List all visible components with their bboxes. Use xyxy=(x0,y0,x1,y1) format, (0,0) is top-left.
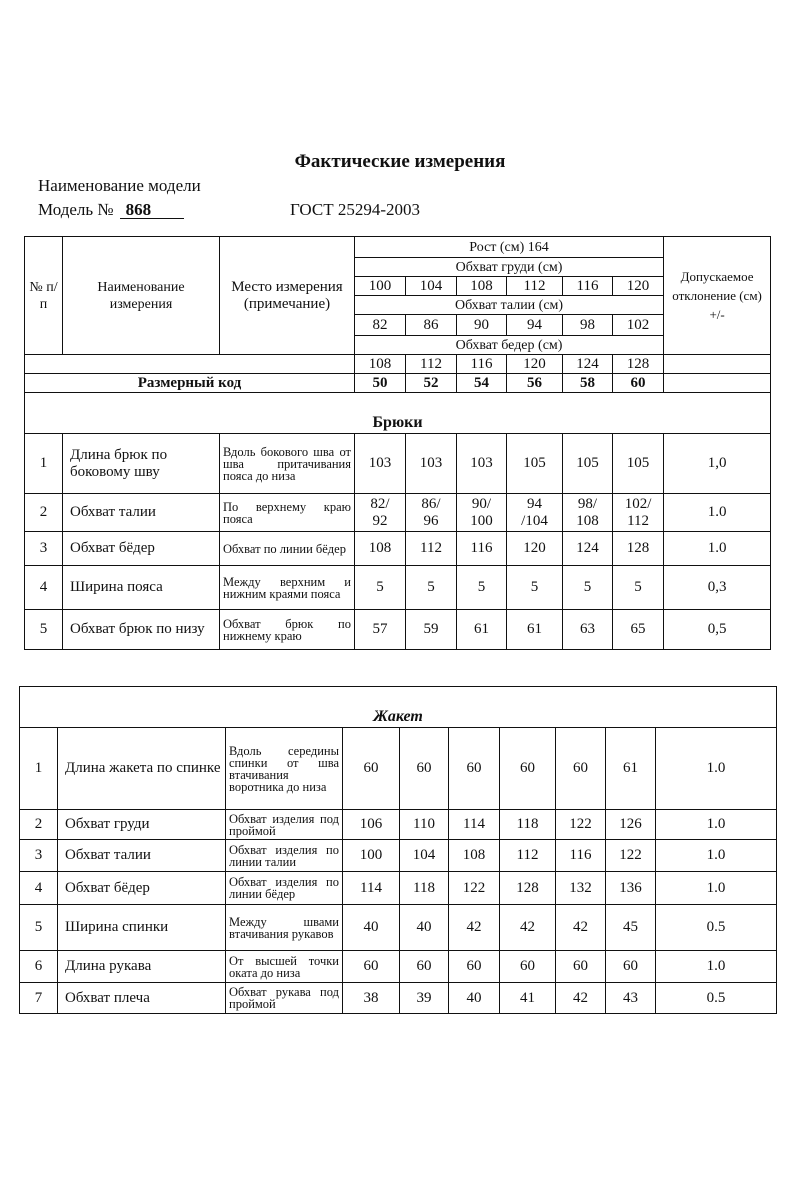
chest-header: Обхват груди (см) xyxy=(355,258,664,277)
place-col-header: Место измерения (примечание) xyxy=(220,237,355,355)
hips-value: 116 xyxy=(457,355,507,374)
measurement-place: Обхват брюк по нижнему краю xyxy=(220,610,355,650)
row-number: 5 xyxy=(25,610,63,650)
measurement-value: 60 xyxy=(400,728,449,810)
measurement-value: 103 xyxy=(355,434,406,494)
hips-value: 120 xyxy=(507,355,563,374)
measurement-value: 60 xyxy=(343,951,400,983)
measurement-value: 61 xyxy=(606,728,656,810)
chest-value: 100 xyxy=(355,277,406,296)
measurement-value: 63 xyxy=(563,610,613,650)
row-number: 6 xyxy=(20,951,58,983)
size-code: 54 xyxy=(457,374,507,393)
measurement-name: Обхват бёдер xyxy=(58,872,226,905)
tolerance-value: 0,5 xyxy=(664,610,771,650)
measurement-name: Ширина спинки xyxy=(58,905,226,951)
measurement-value: 108 xyxy=(355,532,406,566)
tolerance-col-header: Допускаемое отклонение (см) +/- xyxy=(664,237,771,355)
measurement-value: 118 xyxy=(400,872,449,905)
height-header: Рост (см) 164 xyxy=(355,237,664,258)
measurement-value: 60 xyxy=(400,951,449,983)
measurement-place: Обхват по линии бёдер xyxy=(220,532,355,566)
tolerance-value: 1.0 xyxy=(656,810,777,840)
measurement-place: Вдоль бокового шва от шва притачивания пояса до низа xyxy=(220,434,355,494)
measurement-value: 38 xyxy=(343,983,400,1014)
measurement-value: 114 xyxy=(449,810,500,840)
measurement-value: 42 xyxy=(556,983,606,1014)
num-col-header: № п/п xyxy=(25,237,63,355)
waist-value: 86 xyxy=(406,315,457,336)
measurement-place: Между швами втачивания рукавов xyxy=(226,905,343,951)
measurement-value: 94 /104 xyxy=(507,494,563,532)
row-number: 1 xyxy=(20,728,58,810)
tolerance-value: 1.0 xyxy=(656,840,777,872)
measurement-place: По верхнему краю пояса xyxy=(220,494,355,532)
table-row xyxy=(20,872,777,905)
measurement-place: Вдоль середины спинки от шва втачивания воротника до низа xyxy=(226,728,343,810)
measurement-value: 60 xyxy=(343,728,400,810)
measurement-value: 60 xyxy=(500,951,556,983)
measurement-value: 105 xyxy=(563,434,613,494)
tolerance-value: 0,3 xyxy=(664,566,771,610)
table-row xyxy=(20,810,777,840)
measurement-value: 128 xyxy=(500,872,556,905)
row-number: 3 xyxy=(20,840,58,872)
waist-value: 90 xyxy=(457,315,507,336)
measurement-value: 65 xyxy=(613,610,664,650)
measurement-value: 82/ 92 xyxy=(355,494,406,532)
row-number: 7 xyxy=(20,983,58,1014)
measurement-value: 126 xyxy=(606,810,656,840)
measurement-name: Обхват груди xyxy=(58,810,226,840)
measurement-name: Длина рукава xyxy=(58,951,226,983)
measurement-value: 60 xyxy=(500,728,556,810)
measurement-place: От высшей точки оката до низа xyxy=(226,951,343,983)
measurement-value: 5 xyxy=(457,566,507,610)
table-row xyxy=(25,566,771,610)
size-code: 58 xyxy=(563,374,613,393)
waist-value: 102 xyxy=(613,315,664,336)
table-row xyxy=(25,610,771,650)
model-name-label: Наименование модели xyxy=(38,176,201,195)
hips-value: 108 xyxy=(355,355,406,374)
measurement-value: 39 xyxy=(400,983,449,1014)
row-number: 2 xyxy=(20,810,58,840)
size-code: 52 xyxy=(406,374,457,393)
table-row xyxy=(25,532,771,566)
size-code: 56 xyxy=(507,374,563,393)
measurement-value: 100 xyxy=(343,840,400,872)
tolerance-value: 0.5 xyxy=(656,983,777,1014)
measurement-value: 108 xyxy=(449,840,500,872)
measurement-value: 122 xyxy=(606,840,656,872)
page-title: Фактические измерения xyxy=(294,151,506,172)
size-code: 50 xyxy=(355,374,406,393)
measurement-value: 86/ 96 xyxy=(406,494,457,532)
measurement-value: 61 xyxy=(457,610,507,650)
measurement-value: 122 xyxy=(556,810,606,840)
measurement-value: 136 xyxy=(606,872,656,905)
measurement-value: 114 xyxy=(343,872,400,905)
measurement-name: Обхват бёдер xyxy=(63,532,220,566)
tolerance-value: 1.0 xyxy=(664,494,771,532)
measurement-name: Обхват талии xyxy=(58,840,226,872)
measurement-place: Обхват рукава под проймой xyxy=(226,983,343,1014)
table-row xyxy=(25,434,771,494)
measurement-value: 105 xyxy=(613,434,664,494)
measurement-value: 42 xyxy=(449,905,500,951)
measurement-value: 42 xyxy=(500,905,556,951)
measurement-name: Обхват брюк по низу xyxy=(63,610,220,650)
name-col-header: Наименование измерения xyxy=(63,237,220,355)
measurement-value: 41 xyxy=(500,983,556,1014)
measurement-value: 43 xyxy=(606,983,656,1014)
measurement-place: Обхват изделия по линии бёдер xyxy=(226,872,343,905)
measurement-name: Ширина пояса xyxy=(63,566,220,610)
model-number: 868 xyxy=(120,201,184,219)
measurement-value: 5 xyxy=(507,566,563,610)
measurement-value: 42 xyxy=(556,905,606,951)
measurement-value: 5 xyxy=(406,566,457,610)
tolerance-value: 1.0 xyxy=(656,951,777,983)
table-row xyxy=(20,951,777,983)
waist-header: Обхват талии (см) xyxy=(355,296,664,315)
measurement-value: 106 xyxy=(343,810,400,840)
tolerance-value: 1,0 xyxy=(664,434,771,494)
measurement-value: 128 xyxy=(613,532,664,566)
table-row xyxy=(20,905,777,951)
measurement-value: 45 xyxy=(606,905,656,951)
table-row xyxy=(20,840,777,872)
measurement-value: 102/ 112 xyxy=(613,494,664,532)
measurement-value: 60 xyxy=(449,951,500,983)
measurement-place: Обхват изделия по линии талии xyxy=(226,840,343,872)
measurement-value: 112 xyxy=(406,532,457,566)
gost-standard: ГОСТ 25294-2003 xyxy=(290,200,421,219)
trousers-section-title: Брюки xyxy=(25,393,771,434)
chest-value: 112 xyxy=(507,277,563,296)
measurement-value: 98/ 108 xyxy=(563,494,613,532)
trousers-table xyxy=(24,236,771,650)
size-code: 60 xyxy=(613,374,664,393)
row-number: 2 xyxy=(25,494,63,532)
measurement-value: 118 xyxy=(500,810,556,840)
size-code-label: Размерный код xyxy=(25,374,355,393)
measurement-name: Обхват плеча xyxy=(58,983,226,1014)
measurement-value: 5 xyxy=(355,566,406,610)
measurement-name: Обхват талии xyxy=(63,494,220,532)
measurement-value: 5 xyxy=(613,566,664,610)
table-row xyxy=(25,494,771,532)
model-label: Модель № xyxy=(38,200,114,219)
measurement-value: 116 xyxy=(556,840,606,872)
waist-value: 82 xyxy=(355,315,406,336)
chest-value: 120 xyxy=(613,277,664,296)
hips-value: 128 xyxy=(613,355,664,374)
waist-value: 94 xyxy=(507,315,563,336)
row-number: 3 xyxy=(25,532,63,566)
hips-value: 124 xyxy=(563,355,613,374)
measurement-value: 57 xyxy=(355,610,406,650)
measurement-value: 90/ 100 xyxy=(457,494,507,532)
measurement-value: 112 xyxy=(500,840,556,872)
measurement-value: 59 xyxy=(406,610,457,650)
row-number: 5 xyxy=(20,905,58,951)
row-number: 4 xyxy=(25,566,63,610)
measurement-name: Длина жакета по спинке xyxy=(58,728,226,810)
waist-value: 98 xyxy=(563,315,613,336)
jacket-section-title: Жакет xyxy=(20,687,777,728)
table-row xyxy=(20,983,777,1014)
tolerance-value: 1.0 xyxy=(664,532,771,566)
chest-value: 104 xyxy=(406,277,457,296)
tolerance-value: 1.0 xyxy=(656,728,777,810)
chest-value: 116 xyxy=(563,277,613,296)
measurement-value: 103 xyxy=(406,434,457,494)
measurement-value: 110 xyxy=(400,810,449,840)
measurement-value: 104 xyxy=(400,840,449,872)
measurement-value: 116 xyxy=(457,532,507,566)
row-number: 1 xyxy=(25,434,63,494)
measurement-value: 60 xyxy=(606,951,656,983)
tolerance-value: 1.0 xyxy=(656,872,777,905)
chest-value: 108 xyxy=(457,277,507,296)
measurement-value: 122 xyxy=(449,872,500,905)
jacket-table xyxy=(19,686,777,1014)
hips-value: 112 xyxy=(406,355,457,374)
measurement-value: 40 xyxy=(343,905,400,951)
measurement-value: 61 xyxy=(507,610,563,650)
measurement-value: 60 xyxy=(449,728,500,810)
measurement-value: 132 xyxy=(556,872,606,905)
tolerance-value: 0.5 xyxy=(656,905,777,951)
row-number: 4 xyxy=(20,872,58,905)
measurement-value: 60 xyxy=(556,951,606,983)
measurement-value: 103 xyxy=(457,434,507,494)
measurement-value: 40 xyxy=(449,983,500,1014)
measurement-value: 40 xyxy=(400,905,449,951)
measurement-value: 60 xyxy=(556,728,606,810)
measurement-place: Обхват изделия под проймой xyxy=(226,810,343,840)
table-row xyxy=(20,728,777,810)
measurement-value: 120 xyxy=(507,532,563,566)
measurement-value: 124 xyxy=(563,532,613,566)
measurement-name: Длина брюк по боковому шву xyxy=(63,434,220,494)
measurement-place: Между верхним и нижним краями пояса xyxy=(220,566,355,610)
measurement-value: 105 xyxy=(507,434,563,494)
hips-header: Обхват бедер (см) xyxy=(355,336,664,355)
measurement-value: 5 xyxy=(563,566,613,610)
model-number-line xyxy=(38,200,184,220)
